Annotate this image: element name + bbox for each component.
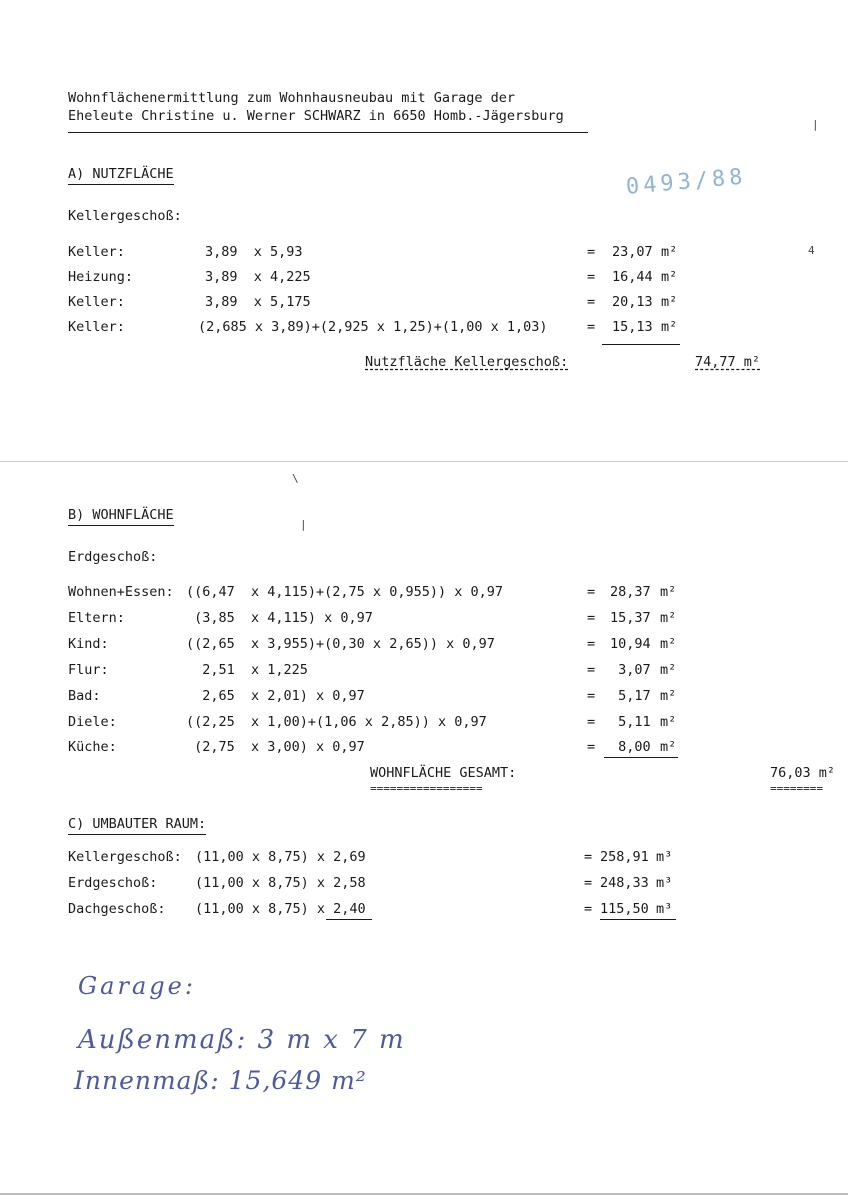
row-eq: = (587, 739, 596, 755)
row-unit: m² (660, 662, 677, 678)
row-value: 5,17 (610, 688, 651, 704)
row-unit: m² (660, 584, 677, 600)
row-unit: m² (660, 636, 677, 652)
row-eq: = (587, 662, 596, 678)
page-separator (0, 461, 848, 462)
section-b-total-value: 76,03 m² (770, 765, 836, 781)
row-calc: (11,00 x 8,75) x 2,40 (195, 901, 366, 917)
row-unit: m² (661, 244, 678, 260)
row-calc: 3,89 x 5,93 (205, 244, 303, 260)
row-unit: m² (660, 739, 677, 755)
row-label: Küche: (68, 739, 117, 755)
row-unit: m³ (656, 849, 673, 865)
row-eq: = (584, 901, 593, 917)
row-eq: = (587, 294, 596, 310)
row-label: Keller: (68, 294, 125, 310)
section-b-total-value-underline: ======== (770, 782, 823, 795)
row-unit: m³ (656, 875, 673, 891)
row-eq: = (587, 584, 596, 600)
row-calc: 2,65 x 2,01) x 0,97 (186, 688, 365, 704)
handwritten-outer-size: Außenmaß: 3 m x 7 m (78, 1025, 406, 1055)
row-value: 3,07 (610, 662, 651, 678)
row-calc: (2,685 x 3,89)+(2,925 x 1,25)+(1,00 x 1,03) (198, 319, 548, 335)
row-calc: 3,89 x 4,225 (205, 269, 311, 285)
calc-rule-c (326, 919, 372, 920)
section-a-title: A) NUTZFLÄCHE (68, 168, 174, 185)
sum-rule-a (602, 344, 680, 345)
row-label: Kellergeschoß: (68, 849, 182, 865)
sum-rule-b (604, 757, 678, 758)
scan-mark: | (812, 118, 819, 131)
row-unit: m³ (656, 901, 673, 917)
row-label: Keller: (68, 244, 125, 260)
section-a-total-value: 74,77 m² (695, 354, 761, 370)
section-b-floor: Erdgeschoß: (68, 549, 158, 565)
row-eq: = (587, 244, 596, 260)
row-unit: m² (661, 294, 678, 310)
row-eq: = (584, 875, 593, 891)
handwritten-inner-size: Innenmaß: 15,649 m² (74, 1066, 367, 1095)
row-value: 16,44 (612, 269, 653, 285)
section-b-total-label: WOHNFLÄCHE GESAMT: (370, 765, 517, 781)
row-value: 15,37 (610, 610, 651, 626)
row-eq: = (587, 714, 596, 730)
row-unit: m² (660, 714, 677, 730)
row-label: Keller: (68, 319, 125, 335)
sum-rule-c (600, 919, 676, 920)
row-eq: = (587, 269, 596, 285)
row-label: Flur: (68, 662, 109, 678)
row-value: 258,91 (600, 849, 649, 865)
scan-mark: | (300, 518, 307, 531)
row-label: Dachgeschoß: (68, 901, 166, 917)
row-value: 15,13 (612, 319, 653, 335)
row-value: 20,13 (612, 294, 653, 310)
row-label: Heizung: (68, 269, 134, 285)
header-line-2: Eheleute Christine u. Werner SCHWARZ in 6650 Homb.-Jägersburg (68, 108, 564, 124)
row-value: 10,94 (610, 636, 651, 652)
page-bottom-edge (0, 1193, 848, 1195)
row-calc: ((2,25 x 1,00)+(1,06 x 2,85)) x 0,97 (186, 714, 487, 730)
row-value: 248,33 (600, 875, 649, 891)
row-calc: (3,85 x 4,115) x 0,97 (186, 610, 373, 626)
row-eq: = (587, 636, 596, 652)
section-a-total-label: Nutzfläche Kellergeschoß: (365, 354, 569, 370)
section-b-title: B) WOHNFLÄCHE (68, 509, 174, 526)
row-calc: (11,00 x 8,75) x 2,69 (195, 849, 366, 865)
row-label: Bad: (68, 688, 101, 704)
row-calc: (2,75 x 3,00) x 0,97 (186, 739, 365, 755)
row-eq: = (587, 688, 596, 704)
row-unit: m² (660, 688, 677, 704)
row-eq: = (584, 849, 593, 865)
row-value: 115,50 (600, 901, 649, 917)
header-rule (68, 132, 588, 133)
row-calc: (11,00 x 8,75) x 2,58 (195, 875, 366, 891)
scan-mark: 4 (808, 244, 815, 257)
row-value: 28,37 (610, 584, 651, 600)
row-label: Erdgeschoß: (68, 875, 158, 891)
row-label: Wohnen+Essen: (68, 584, 174, 600)
row-calc: ((2,65 x 3,955)+(0,30 x 2,65)) x 0,97 (186, 636, 495, 652)
section-a-floor: Kellergeschoß: (68, 208, 182, 224)
scan-mark: \ (292, 472, 299, 485)
row-eq: = (587, 610, 596, 626)
row-calc: 2,51 x 1,225 (186, 662, 308, 678)
row-calc: ((6,47 x 4,115)+(2,75 x 0,955)) x 0,97 (186, 584, 503, 600)
handwritten-garage-heading: Garage: (78, 972, 196, 1000)
row-eq: = (587, 319, 596, 335)
row-label: Eltern: (68, 610, 125, 626)
row-label: Kind: (68, 636, 109, 652)
row-unit: m² (661, 269, 678, 285)
row-label: Diele: (68, 714, 117, 730)
section-c-title: C) UMBAUTER RAUM: (68, 818, 206, 835)
row-unit: m² (660, 610, 677, 626)
row-value: 5,11 (610, 714, 651, 730)
row-calc: 3,89 x 5,175 (205, 294, 311, 310)
row-value: 8,00 (610, 739, 651, 755)
row-value: 23,07 (612, 244, 653, 260)
header-line-1: Wohnflächenermittlung zum Wohnhausneubau mit Garage der (68, 90, 516, 106)
file-number-stamp: 0493/88 (625, 164, 748, 200)
row-unit: m² (661, 319, 678, 335)
section-b-total-underline: ================= (370, 782, 483, 795)
